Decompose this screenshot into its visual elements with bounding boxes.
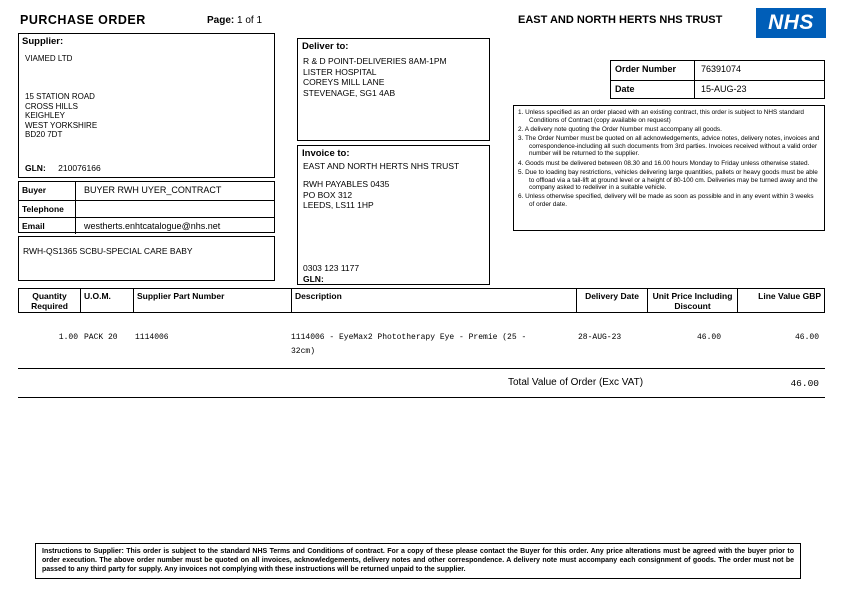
col-header-quantity: Quantity Required	[19, 289, 81, 312]
col-header-part-number: Supplier Part Number	[134, 289, 292, 312]
invoice-to-phone: 0303 123 1177	[303, 263, 360, 273]
item-quantity: 1.00	[58, 333, 78, 342]
nhs-logo-text: NHS	[768, 11, 814, 34]
invoice-to-box	[297, 145, 490, 285]
supplier-gln-value: 210076166	[58, 163, 101, 173]
supplier-address-line: 15 STATION ROAD	[25, 92, 95, 101]
col-header-uom: U.O.M.	[81, 289, 134, 312]
item-description: 1114006 - EyeMax2 Phototherapy Eye - Premie (25 - 32cm)	[291, 333, 527, 356]
supplier-address	[25, 92, 97, 140]
order-number-row	[611, 61, 824, 81]
item-unit-price: 46.00	[696, 333, 721, 342]
deliver-to-address	[303, 56, 447, 98]
invoice-to-label: Invoice to:	[302, 148, 350, 159]
col-header-description: Description	[292, 289, 577, 312]
requisition-ref: RWH-QS1365 SCBU-SPECIAL CARE BABY	[23, 246, 193, 256]
deliver-to-label: Deliver to:	[302, 41, 349, 52]
total-value: 46.00	[790, 378, 819, 389]
supplier-name: VIAMED LTD	[25, 54, 73, 63]
order-date-label: Date	[611, 81, 695, 99]
term-item: 3. The Order Number must be quoted on all acknowledgements, advice notes, delivery notes, invoices and correspondence-including all such documents from 3rd parties. Invoices received without a valid order number will be returned to the supplier.	[518, 135, 820, 158]
supplier-address-line: WEST YORKSHIRE	[25, 120, 98, 130]
deliver-to-line: STEVENAGE, SG1 4AB	[303, 87, 396, 98]
supplier-address-line: CROSS HILLS	[25, 101, 78, 111]
col-header-delivery-date: Delivery Date	[577, 289, 648, 312]
deliver-to-line: COREYS MILL LANE	[303, 77, 385, 87]
invoice-to-gln-label: GLN:	[303, 274, 324, 284]
requisition-box	[18, 236, 275, 281]
order-number-label: Order Number	[611, 61, 695, 80]
supplier-gln-label: GLN:	[25, 163, 46, 173]
trust-name: EAST AND NORTH HERTS NHS TRUST	[518, 14, 723, 26]
order-info-table	[610, 60, 825, 99]
term-item: 6. Unless otherwise specified, delivery will be made as soon as possible and in any event within 3 weeks of order date.	[518, 193, 814, 209]
supplier-box	[18, 33, 275, 178]
email-label: Email	[19, 218, 76, 234]
supplier-address-line: BD20 7DT	[25, 130, 63, 139]
terms-and-conditions	[513, 105, 825, 231]
term-item: 4. Goods must be delivered between 08.30 and 16.00 hours Monday to Friday unless otherwise stated.	[518, 159, 810, 167]
item-line-value: 46.00	[794, 333, 819, 342]
email-row	[19, 218, 274, 234]
term-item: 5. Due to loading bay restrictions, vehicles delivering large quantities, pallets or heavy goods must be able to offload via a tail-lift at ground level or a height of 80-100 cm. Deliveries may be turned away and the company asked to redeliver in a suitable vehicle.	[518, 168, 818, 192]
deliver-to-box	[297, 38, 490, 141]
line-items-header	[18, 288, 825, 313]
item-delivery-date: 28-AUG-23	[578, 333, 622, 342]
invoice-to-line: PO BOX 312	[303, 189, 353, 200]
order-date-row	[611, 81, 824, 99]
invoice-to-line: LEEDS, LS11 1HP	[303, 200, 374, 210]
deliver-to-line: LISTER HOSPITAL	[303, 66, 377, 77]
col-header-unit-price: Unit Price Including Discount	[648, 289, 738, 312]
buyer-row	[19, 182, 274, 201]
col-header-line-value: Line Value GBP	[758, 291, 821, 301]
total-label: Total Value of Order (Exc VAT)	[508, 377, 644, 388]
invoice-to-name: EAST AND NORTH HERTS NHS TRUST	[303, 161, 460, 171]
page-title: PURCHASE ORDER	[20, 13, 146, 27]
supplier-gln	[25, 163, 101, 173]
buyer-value: BUYER RWH UYER_CONTRACT	[84, 185, 222, 195]
telephone-row	[19, 201, 274, 218]
divider-line	[18, 368, 825, 369]
nhs-logo	[756, 8, 826, 38]
page-indicator	[207, 15, 262, 26]
divider-line	[18, 397, 825, 398]
telephone-value	[76, 201, 274, 217]
page-label: Page:	[207, 15, 235, 26]
telephone-label: Telephone	[19, 201, 76, 217]
page-value: 1 of 1	[237, 15, 263, 26]
invoice-to-line: RWH PAYABLES 0435	[303, 179, 390, 189]
order-number-value: 76391074	[701, 64, 742, 74]
order-date-value: 15-AUG-23	[701, 84, 747, 94]
email-value: westherts.enhtcatalogue@nhs.net	[84, 221, 221, 231]
supplier-instructions: Instructions to Supplier: This order is subject to the standard NHS Terms and Conditions of contract. For a copy of these please contact the Buyer for this order. Any price alterations must be agreed with the buyer prior to order execution. The above order number must be quoted on all invoices, acknowledgements, delivery notes and other correspondence. A delivery note must accompany each consignment of goods. The order must not be passed to any third party for supply. Any invoices not complying with these instructions will be returned unpaid to the supplier.	[35, 543, 801, 579]
item-part-number: 1114006	[135, 333, 169, 342]
invoice-to-address	[303, 179, 389, 211]
line-item-row	[18, 331, 825, 359]
term-item: 2. A delivery note quoting the Order Number must accompany all goods.	[518, 125, 722, 133]
supplier-address-line: KEIGHLEY	[25, 111, 66, 120]
term-item: 1. Unless specified as an order placed with an existing contract, this order is subject to NHS standard Conditions of Contract (copy available on request)	[518, 109, 804, 124]
buyer-table	[18, 181, 275, 233]
item-uom: PACK 20	[84, 333, 118, 342]
deliver-to-line: R & D POINT-DELIVERIES 8AM-1PM	[303, 56, 447, 66]
buyer-label: Buyer	[19, 182, 76, 200]
supplier-label: Supplier:	[22, 36, 64, 47]
